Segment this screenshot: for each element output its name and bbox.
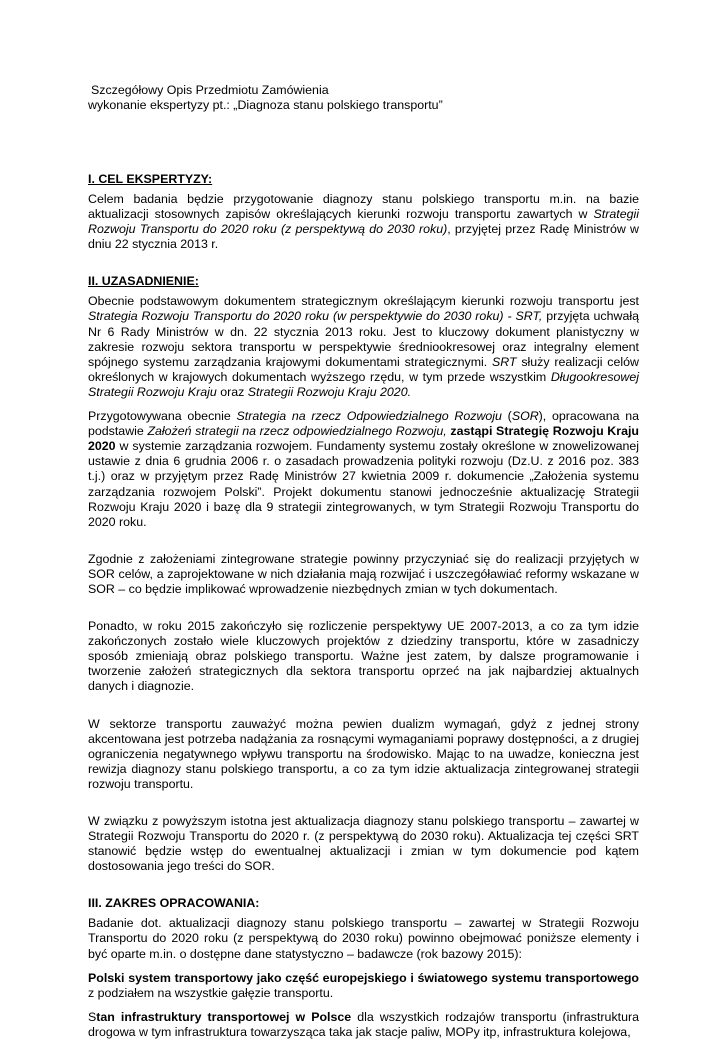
section-1-title: I. CEL EKSPERTYZY:	[88, 172, 213, 186]
document-body	[88, 172, 639, 1040]
header-title: Szczegółowy Opis Przedmiotu Zamówienia	[91, 83, 329, 97]
section-3-paragraph-1: Badanie dot. aktualizacji diagnozy stanu polskiego transportu – zawartej w Strategii Rozwoju Transportu do 2020 roku (z perspektywą do 2030 roku) powinno obejmować poniższe elementy i być oparte m.in. o dostępne dane statystyczno – badawcze (rok bazowy 2015):	[88, 916, 639, 961]
document-header	[88, 83, 443, 113]
header-subtitle: wykonanie ekspertyzy pt.: „Diagnoza stanu polskiego transportu”	[88, 98, 443, 112]
section-3-paragraph-2: Polski system transportowy jako część europejskiego i światowego systemu transportowego z podziałem na wszystkie gałęzie transportu.	[88, 970, 639, 1000]
section-1-paragraph-1: Celem badania będzie przygotowanie diagnozy stanu polskiego transportu m.in. na bazie aktualizacji stosownych zapisów określających kierunki rozwoju transportu zawartych w Strategii Rozwoju Transportu do 2020 roku (z perspektywą do 2030 roku), przyjętej przez Radę Ministrów w dniu 22 stycznia 2013 r.	[88, 192, 640, 252]
section-2-paragraph-1: Obecnie podstawowym dokumentem strategicznym określającym kierunki rozwoju transportu jest Strategia Rozwoju Transportu do 2020 roku (w perspektywie do 2030 roku) - SRT, przyjęta uchwałą Nr 6 Rady Ministrów w dn. 22 stycznia 2013 roku. Jest to kluczowy dokument planistyczny w zakresie rozwoju sektora transportu w perspektywie średniookresowej oraz integralny element spójnego systemu zarządzania krajowymi dokumentami strategicznymi. SRT służy realizacji celów określonych w krajowych dokumentach wyższego rzędu, w tym przede wszystkim Długookresowej Strategii Rozwoju Kraju oraz Strategii Rozwoju Kraju 2020.	[88, 294, 639, 399]
section-2-paragraph-4: Ponadto, w roku 2015 zakończyło się rozliczenie perspektywy UE 2007-2013, a co za tym idzie zakończonych zostało wiele kluczowych projektów z dziedziny transportu, które w zasadniczy sposób zmieniają obraz polskiego transportu. Ważne jest zatem, by dalsze programowanie i tworzenie założeń strategicznych dla sektora transportu oprzeć na jak najbardziej aktualnych danych i diagnozie.	[88, 619, 639, 694]
section-2-paragraph-6: W związku z powyższym istotna jest aktualizacja diagnozy stanu polskiego transportu – zawartej w Strategii Rozwoju Transportu do 2020 r. (z perspektywą do 2030 roku). Aktualizacja tej części SRT stanowić będzie wstęp do ewentualnej aktualizacji i zmian w tym dokumencie pod kątem dostosowania jego treści do SOR.	[88, 814, 639, 874]
section-2-paragraph-2: Przygotowywana obecnie Strategia na rzecz Odpowiedzialnego Rozwoju (SOR), opracowana na podstawie Założeń strategii na rzecz odpowiedzialnego Rozwoju, zastąpi Strategię Rozwoju Kraju 2020 w systemie zarządzania rozwojem. Fundamenty systemu zostały określone w znowelizowanej ustawie z dnia 6 grudnia 2006 r. o zasadach prowadzenia polityki rozwoju (Dz.U. z 2016 poz. 383 t.j.) oraz w przyjętym przez Radę Ministrów 27 kwietnia 2009 r. dokumencie „Założenia systemu zarządzania rozwojem Polski”. Projekt dokumentu stanowi jednocześnie aktualizację Strategii Rozwoju Kraju 2020 i bazę dla 9 strategii zintegrowanych, w tym Strategii Rozwoju Transportu do 2020 roku.	[88, 409, 640, 529]
section-3-title: III. ZAKRES OPRACOWANIA:	[88, 896, 260, 911]
section-2-title: II. UZASADNIENIE:	[88, 274, 199, 289]
section-2-paragraph-3: Zgodnie z założeniami zintegrowane strategie powinny przyczyniać się do realizacji przyjętych w SOR celów, a zaprojektowane w nich działania mają rozwijać i uszczegóławiać reformy wskazane w SOR – co będzie implikować wprowadzenie niezbędnych zmian w tych dokumentach.	[88, 551, 639, 596]
section-3-paragraph-3: Stan infrastruktury transportowej w Polsce dla wszystkich rodzajów transportu (infrastruktura drogowa w tym infrastruktura towarzysząca taka jak stacje paliw, MOPy itp, infrastruktura kolejowa,	[88, 1009, 639, 1039]
section-2-paragraph-5: W sektorze transportu zauważyć można pewien dualizm wymagań, gdyż z jednej strony akcentowana jest potrzeba nadążania za rosnącymi wymaganiami poprawy dostępności, a z drugiej ograniczenia negatywnego wpływu transportu na środowisko. Mając to na uwadze, konieczna jest rewizja diagnozy stanu polskiego transportu, a co za tym idzie aktualizacja zintegrowanej strategii rozwoju transportu.	[88, 716, 639, 791]
